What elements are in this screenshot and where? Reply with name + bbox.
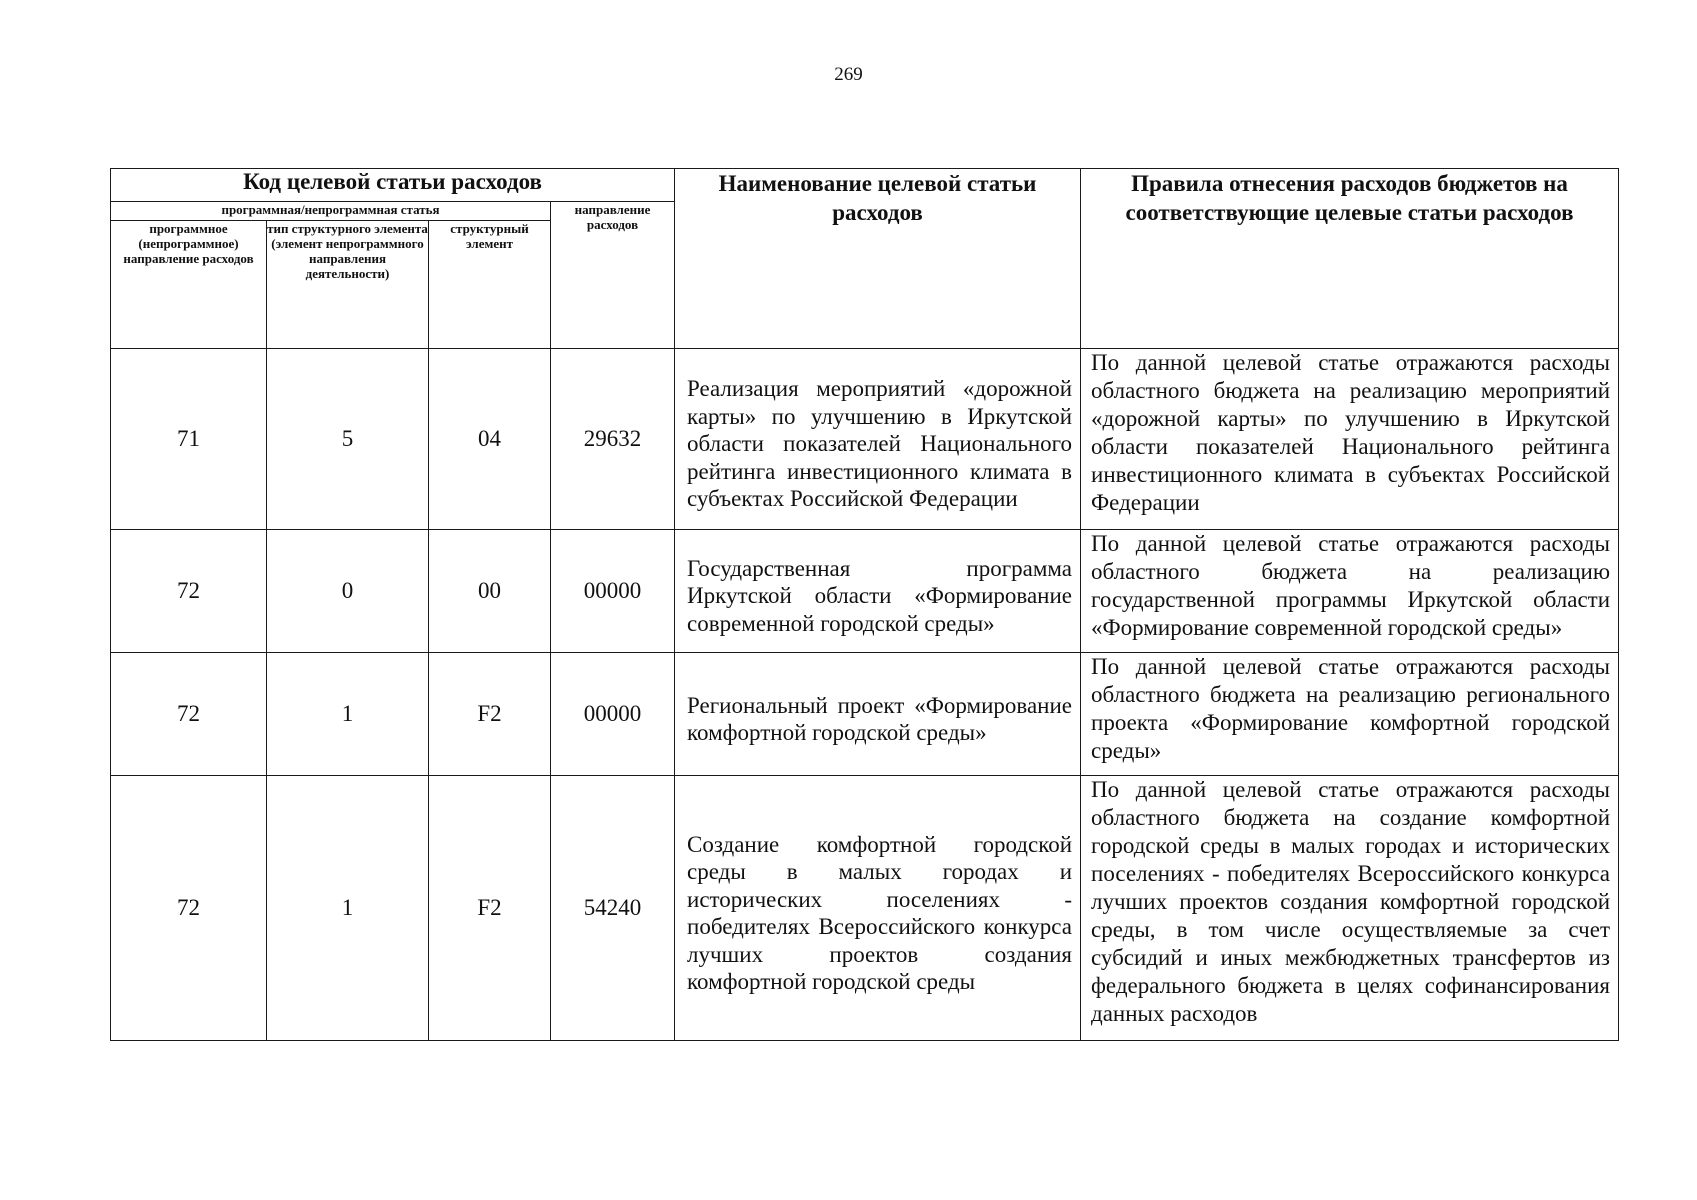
budget-table (110, 168, 1619, 1041)
name-cell: Создание комфортной городской среды в малых городах и исторических поселениях - победителях Всероссийского конкурса лучших проектов создания комфортной городской среды (675, 776, 1081, 1041)
page-number: 269 (834, 64, 863, 85)
type-code-cell: 1 (267, 776, 429, 1041)
rule-cell: По данной целевой статье отражаются расходы областного бюджета на реализацию государственной программы Иркутской области «Формирование современной городской среды» (1081, 530, 1619, 653)
type-code-cell: 5 (267, 349, 429, 530)
header-row-1 (111, 169, 1619, 202)
rule-cell: По данной целевой статье отражаются расходы областного бюджета на реализацию регионального проекта «Формирование комфортной городской среды» (1081, 653, 1619, 776)
rule-cell: По данной целевой статье отражаются расходы областного бюджета на создание комфортной городской среды в малых городах и исторических поселениях - победителях Всероссийского конкурса лучших проектов создания комфортной городской среды, в том числе осуществляемые за счет субсидий и иных межбюджетных трансфертов из федерального бюджета в целях софинансирования данных расходов (1081, 776, 1619, 1041)
table-row (111, 653, 1619, 776)
element-code-cell: 00 (429, 530, 551, 653)
header-structural-element: структурный элемент (429, 221, 551, 349)
header-code-group: Код целевой статьи расходов (111, 169, 675, 202)
header-expense-direction: направление расходов (551, 202, 675, 349)
table-row (111, 776, 1619, 1041)
program-code-cell: 71 (111, 349, 267, 530)
rule-cell: По данной целевой статье отражаются расходы областного бюджета на реализацию мероприятий «дорожной карты» по улучшению в Иркутской области показателей Национального рейтинга инвестиционного климата в субъектах Российской Федерации (1081, 349, 1619, 530)
table-row (111, 349, 1619, 530)
name-cell: Государственная программа Иркутской области «Формирование современной городской среды» (675, 530, 1081, 653)
header-structural-type: тип структурного элемента (элемент непрограммного направления деятельности) (267, 221, 429, 349)
name-cell: Региональный проект «Формирование комфортной городской среды» (675, 653, 1081, 776)
type-code-cell: 1 (267, 653, 429, 776)
name-cell: Реализация мероприятий «дорожной карты» по улучшению в Иркутской области показателей Национального рейтинга инвестиционного климата в субъектах Российской Федерации (675, 349, 1081, 530)
element-code-cell: 04 (429, 349, 551, 530)
program-code-cell: 72 (111, 776, 267, 1041)
direction-code-cell: 29632 (551, 349, 675, 530)
program-code-cell: 72 (111, 530, 267, 653)
element-code-cell: F2 (429, 776, 551, 1041)
direction-code-cell: 00000 (551, 653, 675, 776)
element-code-cell: F2 (429, 653, 551, 776)
header-rules: Правила отнесения расходов бюджетов на соответствующие целевые статьи расходов (1081, 169, 1619, 349)
table-row (111, 530, 1619, 653)
direction-code-cell: 00000 (551, 530, 675, 653)
program-code-cell: 72 (111, 653, 267, 776)
header-program-group: программная/непрограммная статья (111, 202, 551, 221)
header-program-direction: программное (непрограммное) направление расходов (111, 221, 267, 349)
header-name: Наименование целевой статьи расходов (675, 169, 1081, 349)
type-code-cell: 0 (267, 530, 429, 653)
direction-code-cell: 54240 (551, 776, 675, 1041)
